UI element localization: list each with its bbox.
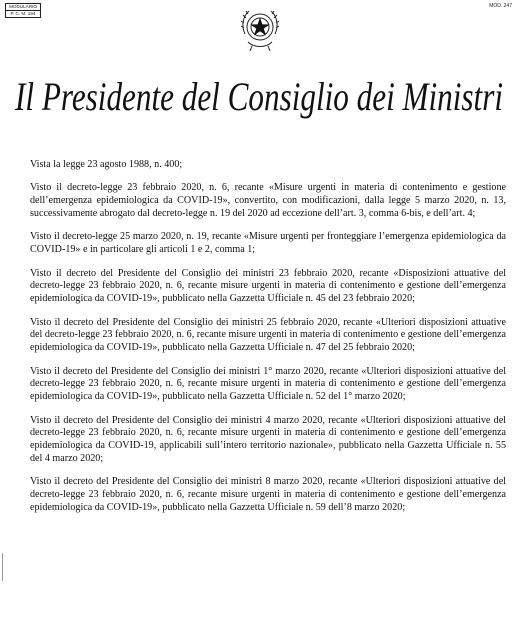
letterhead-title (0, 68, 518, 130)
paragraph: Vista la legge 23 agosto 1988, n. 400; (30, 159, 183, 170)
paragraph: Visto il decreto del Presidente del Consiglio dei ministri 23 febbraio 2020, recante «Disposizioni attuative del decreto-legge 23 febbraio 2020, n. 6, recante misure urgenti in materia di contenimento e gestione dell’emergenza epidemiologica da COVID-19», pubblicato nella Gazzetta Ufficiale n. 45 del 23 febbraio 2020; (30, 267, 506, 305)
form-stamp (5, 3, 41, 18)
paragraph: Visto il decreto del Presidente del Consiglio dei ministri 1° marzo 2020, recante «Ulteriori disposizioni attuative del decreto-legge 23 febbraio 2020, n. 6, recante misure urgenti in materia di contenimento e gestione dell’emergenza epidemiologica da COVID-19», pubblicato nella Gazzetta Ufficiale n. 52 del 1° marzo 2020; (30, 365, 506, 403)
margin-mark (2, 553, 3, 581)
paragraph: Visto il decreto-legge 23 febbraio 2020, n. 6, recante «Misure urgenti in materia di contenimento e gestione dell’emergenza epidemiologica da COVID-19», convertito, con modificazioni, dalla legge 5 marzo 2020, n. 13, successivamente abrogato dal decreto-legge n. 19 del 2020 ad eccezione dell’art. 3, comma 6-bis, e dell’art. 4; (30, 182, 506, 219)
stamp-line-pcm: P. C. M. 194 (6, 10, 40, 17)
paragraph: Visto il decreto del Presidente del Consiglio dei ministri 4 marzo 2020, recante «Ulteriori disposizioni attuative del decreto-legge 23 febbraio 2020, n. 6, recante misure urgenti in materia di contenimento e gestione dell’emergenza epidemiologica da COVID-19, applicabili sull’intero territorio nazionale», pubblicato nella Gazzetta Ufficiale n. 55 del 4 marzo 2020; (30, 414, 506, 464)
italian-republic-emblem-icon (238, 4, 282, 54)
paragraph: Visto il decreto-legge 25 marzo 2020, n. 19, recante «Misure urgenti per fronteggiare l’emergenza epidemiologica da COVID-19» e in particolare gli articoli 1 e 2, comma 1; (30, 231, 506, 256)
document-body (30, 159, 506, 525)
paragraph: Visto il decreto del Presidente del Consiglio dei ministri 25 febbraio 2020, recante «Ulteriori disposizioni attuative del decreto-legge 23 febbraio 2020, n. 6, recante misure urgenti in materia di contenimento e gestione dell’emergenza epidemiologica da COVID-19», pubblicato nella Gazzetta Ufficiale n. 47 del 25 febbraio 2020; (30, 316, 506, 354)
letterhead-text: Il Presidente del Consiglio dei Ministri (14, 74, 503, 119)
paragraph: Visto il decreto del Presidente del Consiglio dei ministri 8 marzo 2020, recante «Ulteriori disposizioni attuative del decreto-legge 23 febbraio 2020, n. 6, recante misure urgenti in materia di contenimento e gestione dell’emergenza epidemiologica da COVID-19», pubblicato nella Gazzetta Ufficiale n. 59 dell’8 marzo 2020; (30, 476, 506, 513)
form-code: MOD. 247 (489, 3, 512, 9)
stamp-line-modulario: MODULARIO (9, 4, 37, 9)
